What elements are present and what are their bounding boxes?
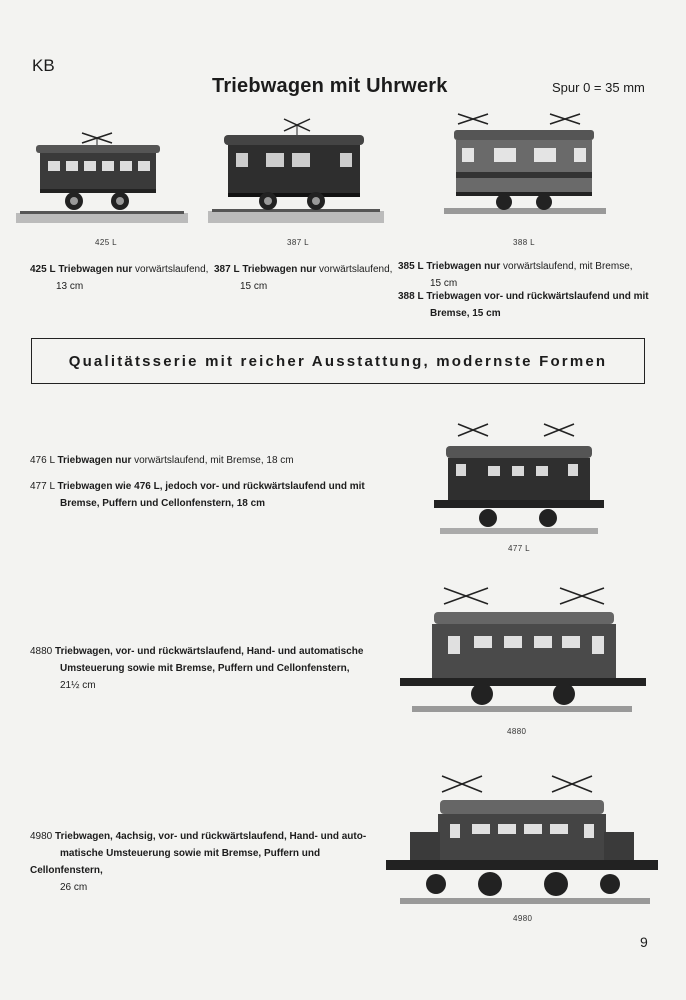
image-caption: 477 L (508, 544, 531, 553)
page-title: Triebwagen mit Uhrwerk (212, 75, 448, 97)
item-425l-description: 425 L Triebwagen nur vorwärtslaufend, 13 cm (30, 264, 209, 292)
image-caption: 4880 (507, 727, 527, 736)
banner-text: Qualitätsserie mit reicher Ausstattung, modernste Formen (68, 352, 608, 370)
train-387l-image (206, 115, 386, 235)
image-caption: 387 L (287, 238, 310, 247)
image-caption: 388 L (513, 238, 536, 247)
train-388l-image (440, 110, 610, 225)
item-4980-description: 4980 Triebwagen, 4achsig, vor- und rückwärtslaufend, Hand- und auto- matische Umsteuerung sowie mit Bremse, Puffern und Cellonfenstern, 26 cm (30, 831, 367, 893)
catalog-section-label: KB (32, 56, 55, 75)
train-4980-image (380, 770, 664, 912)
item-388l-description: 388 L Triebwagen vor- und rückwärtslaufend und mit Bremse, 15 cm (398, 291, 649, 319)
item-387l-description: 387 L Triebwagen nur vorwärtslaufend, 15 cm (214, 264, 393, 292)
item-477l-description: 477 L Triebwagen wie 476 L, jedoch vor- und rückwärtslaufend und mit Bremse, Puffern und Cellonfenstern, 18 cm (30, 481, 365, 509)
item-4880-description: 4880 Triebwagen, vor- und rückwärtslaufend, Hand- und automatische Umsteuerung sowie mit Bremse, Puffern und Cellonfenstern, 21½ cm (30, 646, 364, 691)
item-476l-description: 476 L Triebwagen nur vorwärtslaufend, mit Bremse, 18 cm (30, 455, 294, 466)
image-caption: 4980 (513, 914, 533, 923)
train-425l-image (12, 125, 192, 235)
item-385l-description: 385 L Triebwagen nur vorwärtslaufend, mit Bremse, 15 cm (398, 261, 633, 289)
page-number: 9 (640, 934, 648, 950)
gauge-label: Spur 0 = 35 mm (552, 80, 645, 95)
train-4880-image (392, 582, 654, 722)
quality-series-banner (31, 338, 645, 384)
image-caption: 425 L (95, 238, 118, 247)
train-477l-image (428, 420, 608, 540)
